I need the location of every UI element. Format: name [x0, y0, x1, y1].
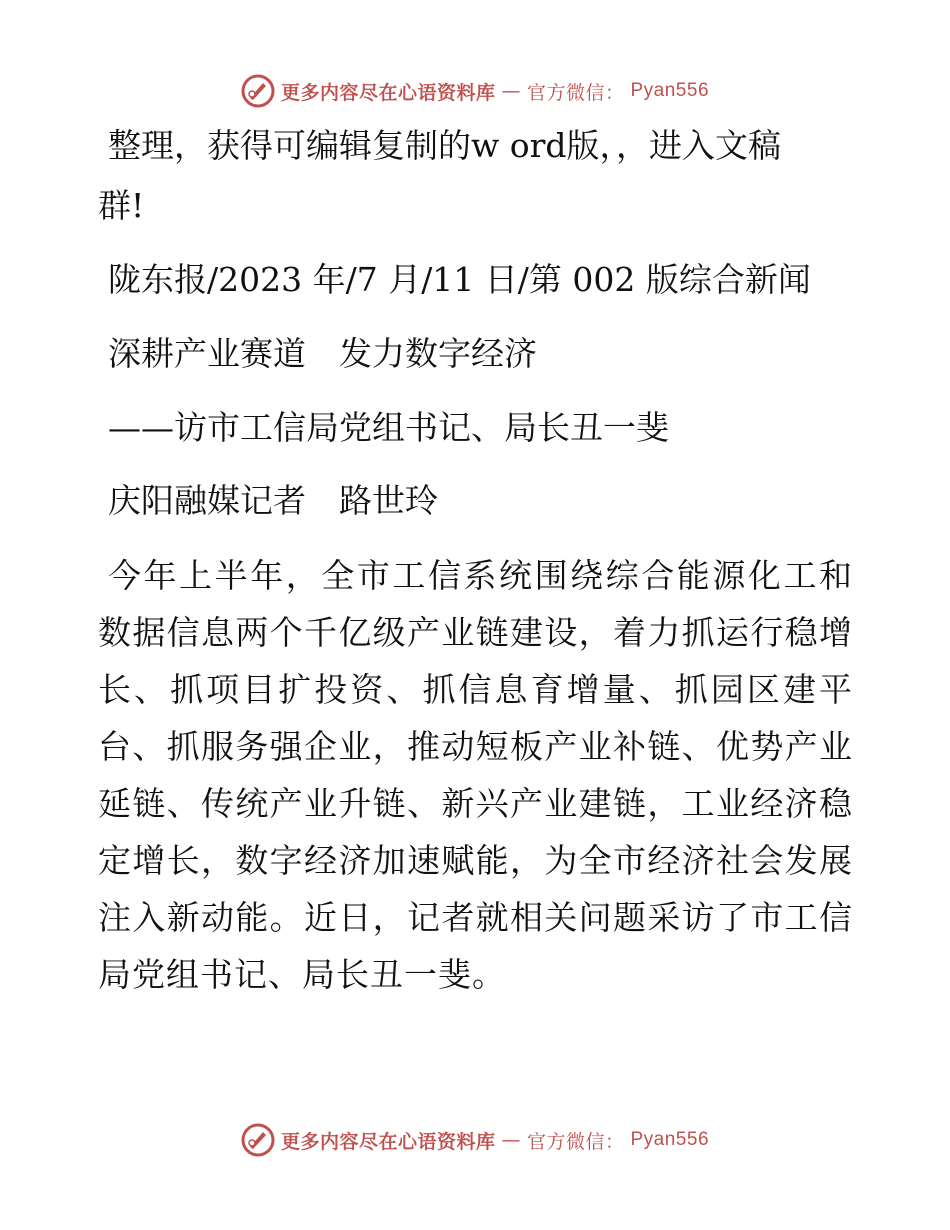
- source-line: 陇东报/2023 年/7 月/11 日/第 002 版综合新闻: [108, 260, 811, 299]
- intro-line-1: 整理，获得可编辑复制的w ord版，，进入文稿: [108, 126, 782, 165]
- watermark-wechat-id: Pyan556: [630, 80, 710, 101]
- watermark-dash: —: [501, 80, 521, 102]
- footer-watermark: [0, 1120, 950, 1160]
- watermark-wechat-id: Pyan556: [630, 1129, 710, 1150]
- watermark-dash: —: [501, 1129, 521, 1151]
- brand-logo-icon: [241, 74, 275, 108]
- watermark-brand-text: 更多内容尽在心语资料库: [280, 81, 496, 104]
- watermark-brand-text: 更多内容尽在心语资料库: [280, 1130, 496, 1153]
- watermark-official-label: 官方微信：: [526, 81, 625, 104]
- brand-logo-icon: [241, 1123, 275, 1157]
- byline: 庆阳融媒记者 路世玲: [108, 481, 438, 520]
- body-paragraph-text: 今年上半年，全市工信系统围绕综合能源化工和数据信息两个千亿级产业链建设，着力抓运行稳增长、抓项目扩投资、抓信息育增量、抓园区建平台、抓服务强企业，推动短板产业补链、优势产业延链、传统产业升链、新兴产业建链，工业经济稳定增长，数字经济加速赋能，为全市经济社会发展注入新动能。近日，记者就相关问题采访了市工信局党组书记、局长丑一斐。: [98, 556, 853, 994]
- body-paragraph: [98, 547, 853, 1003]
- intro-line-2: 群!: [98, 186, 145, 225]
- subheadline: ——访市工信局党组书记、局长丑一斐: [108, 408, 669, 447]
- watermark-official-label: 官方微信：: [526, 1130, 625, 1153]
- headline: 深耕产业赛道 发力数字经济: [108, 334, 537, 373]
- header-watermark: [0, 71, 950, 111]
